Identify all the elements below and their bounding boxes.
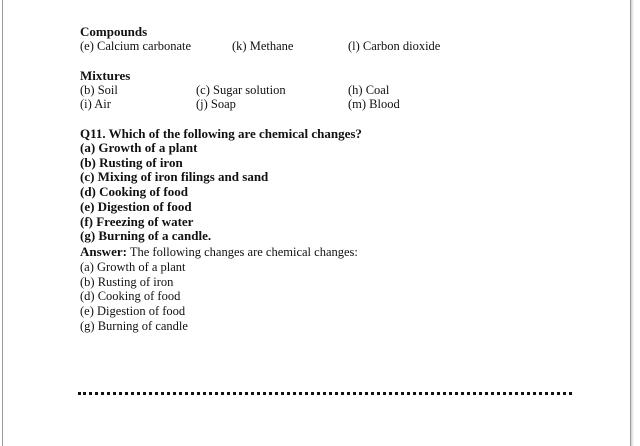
mixture-item: (m) Blood <box>348 97 400 111</box>
answer-item: (e) Digestion of food <box>80 304 186 319</box>
answer-intro-line <box>80 244 620 260</box>
dotted-separator <box>78 392 572 395</box>
answer-label: Answer: <box>80 243 127 259</box>
mixture-item: (b) Soil <box>80 82 118 97</box>
mixture-item: (c) Sugar solution <box>196 82 286 97</box>
question-title: Q11. Which of the following are chemical changes? <box>80 125 362 141</box>
question-option: (g) Burning of a candle. <box>80 228 212 244</box>
compounds-row <box>80 39 620 54</box>
answer-item: (d) Cooking of food <box>80 289 181 304</box>
mixture-item: (j) Soap <box>196 97 236 111</box>
page-shadow <box>631 0 634 446</box>
spacer <box>80 54 620 68</box>
answer-section <box>80 244 620 334</box>
question-option: (a) Growth of a plant <box>80 140 198 155</box>
spacer <box>80 112 620 126</box>
question-section <box>80 126 620 244</box>
mixture-item: (h) Coal <box>348 82 390 97</box>
answer-item: (b) Rusting of iron <box>80 274 174 289</box>
answer-intro: The following changes are chemical changes: <box>129 244 358 259</box>
mixture-item: (i) Air <box>80 97 111 111</box>
mixtures-row <box>80 83 620 98</box>
compound-item: (l) Carbon dioxide <box>348 39 441 53</box>
compound-item: (e) Calcium carbonate <box>80 39 192 53</box>
page-left-border <box>2 0 3 446</box>
mixtures-section <box>80 68 620 112</box>
compound-item: (k) Methane <box>232 39 294 53</box>
question-option: (c) Mixing of iron filings and sand <box>80 169 269 185</box>
mixtures-heading: Mixtures <box>80 67 131 83</box>
question-option: (e) Digestion of food <box>80 198 192 214</box>
question-option: (b) Rusting of iron <box>80 154 183 170</box>
mixtures-row <box>80 97 620 112</box>
answer-item: (a) Growth of a plant <box>80 259 186 274</box>
document-page <box>80 24 620 333</box>
question-option: (d) Cooking of food <box>80 184 188 200</box>
compounds-section <box>80 24 620 54</box>
question-option: (f) Freezing of water <box>80 213 194 229</box>
answer-item: (g) Burning of candle <box>80 318 188 333</box>
compounds-heading: Compounds <box>80 24 148 39</box>
